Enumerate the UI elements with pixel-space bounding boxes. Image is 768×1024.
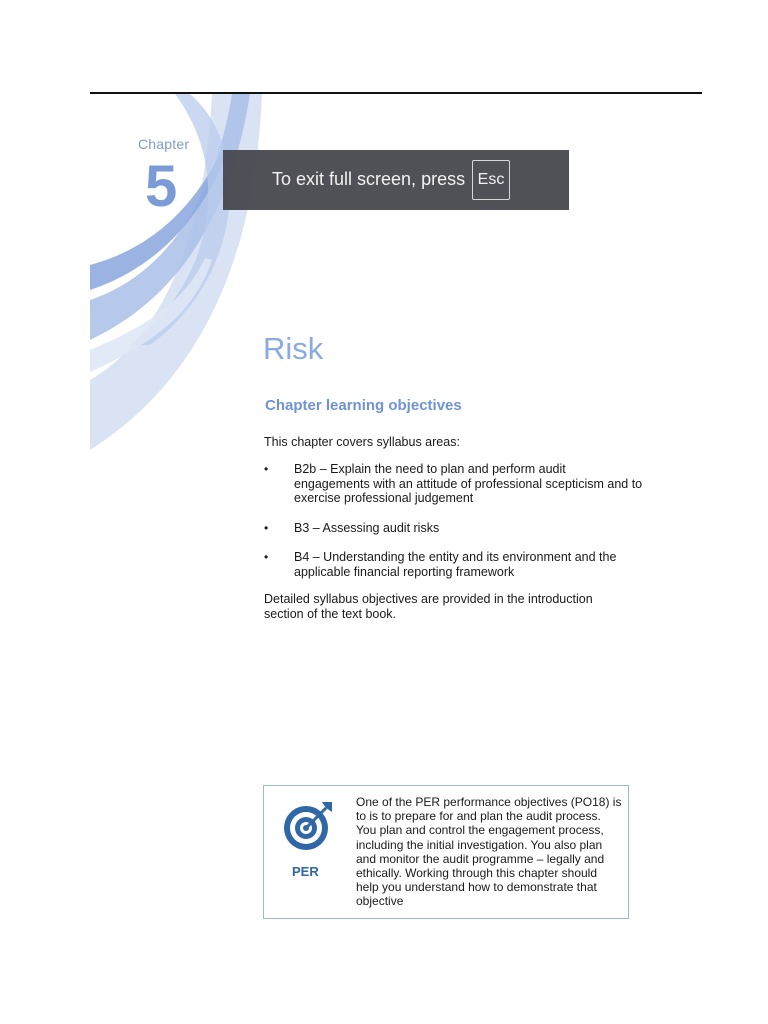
objectives-intro: This chapter covers syllabus areas: [264,435,460,449]
objective-text: B3 – Assessing audit risks [294,520,440,535]
bullet: • [264,462,269,476]
chapter-number: 5 [145,154,178,219]
objectives-heading: Chapter learning objectives [265,397,462,414]
target-icon [280,798,336,854]
syllabus-detail-note: Detailed syllabus objectives are provided in the introduction section of the text book. [264,592,593,621]
objectives-list [264,462,644,594]
fullscreen-exit-banner [223,150,569,210]
chapter-title: Risk [263,331,324,366]
list-item [264,550,644,579]
bullet: • [264,550,269,564]
bullet: • [264,520,269,535]
chapter-label: Chapter [138,136,190,152]
objective-text: B4 – Understanding the entity and its environment and the applicable financial reporting framework [294,550,617,579]
esc-key-hint[interactable]: Esc [472,160,510,200]
list-item [264,521,644,536]
list-item [264,462,644,506]
fullscreen-exit-text: To exit full screen, press [272,169,466,189]
per-text: One of the PER performance objectives (PO18) is to is to prepare for and plan the audit process. You plan and control the engagement process, including the initial investigation. You also plan and monitor the audit programme – legally and ethically. Working through this chapter should help you understand how to demonstrate that objective [356,795,622,909]
per-callout [263,785,629,919]
objective-text: B2b – Explain the need to plan and perform audit engagements with an attitude of professional scepticism and to exercise professional judgement [294,462,643,505]
per-label: PER [292,864,319,879]
